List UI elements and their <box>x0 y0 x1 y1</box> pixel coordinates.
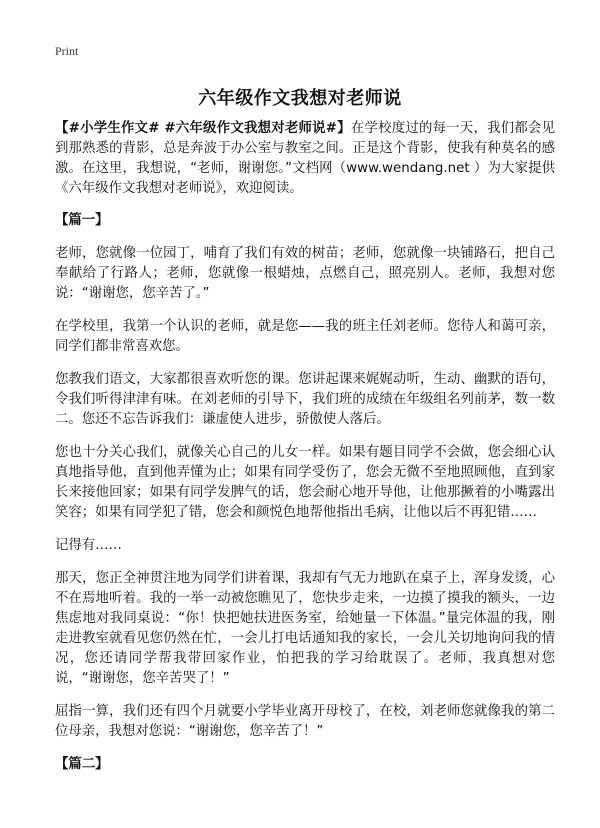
paragraph: 记得有…… <box>55 538 122 553</box>
paragraph: 老师，您就像一位园丁，哺育了我们有效的树苗；老师，您就像一块铺路石，把自己奉献给了行路人；老师，您就像一根蜡烛，点燃自己，照亮别人。老师，我想对您说：“谢谢您，您辛苦了。” <box>55 246 555 301</box>
section-heading-1: 【篇一】 <box>55 213 109 228</box>
print-link[interactable]: Print <box>55 44 79 58</box>
intro-text: 在学校度过的每一天，我们都会见到那熟悉的背影，总是奔波于办公室与教室之间。正是这个背影，使我有种莫名的感激。在这里，我想说，“老师，谢谢您。”文档网（www.wendang.net ）为大家提供《六年级作文我想对老师说》，欢迎阅读。 <box>55 121 556 196</box>
intro-paragraph <box>55 119 555 199</box>
section-heading-2: 【篇二】 <box>55 757 109 772</box>
paragraph: 您教我们语文，大家都很喜欢听您的课。您讲起课来娓娓动听，生动、幽默的语句，令我们听得津津有味。在刘老师的引导下，我们班的成绩在年级组名列前茅，数一数二。您还不忘告诉我们：谦虚使人进步，骄傲使人落后。 <box>55 372 555 427</box>
paragraph: 您也十分关心我们，就像关心自己的儿女一样。如果有题目同学不会做，您会细心认真地指导他，直到他弄懂为止；如果有同学受伤了，您会无微不至地照顾他，直到家长来接他回家；如果有同学发脾气的话，您会耐心地开导他，让他那撅着的小嘴露出笑容；如果有同学犯了错，您会和颜悦色地帮他指出毛病，让他以后不再犯错…… <box>55 445 555 520</box>
article-body <box>55 119 555 787</box>
page-title: 六年级作文我想对老师说 <box>198 88 402 109</box>
paragraph: 那天，您正全神贯注地为同学们讲着课，我却有气无力地趴在桌子上，浑身发烫，心不在焉地听着。我的一举一动被您瞧见了，您快步走来，一边摸了摸我的额头，一边焦虑地对我同桌说：“你！快把她扶进医务室，给她量一下体温。”量完体温的我，刚走进教室就看见您仍然在忙，一会儿打电话通知我的家长，一会儿关切地询问我的情况，您还请同学帮我带回家作业，怕把我的学习给耽误了。老师，我真想对您说，“谢谢您，您辛苦哭了！” <box>55 571 555 686</box>
intro-tag: 【#小学生作文# #六年级作文我想对老师说#】 <box>55 121 351 136</box>
paragraph: 屈指一算，我们还有四个月就要小学毕业离开母校了，在校，刘老师您就像我的第二位母亲，我想对您说：“谢谢您，您辛苦了！” <box>55 704 555 739</box>
paragraph: 在学校里，我第一个认识的老师，就是您——我的班主任刘老师。您待人和蔼可亲，同学们都非常喜欢您。 <box>55 319 555 354</box>
